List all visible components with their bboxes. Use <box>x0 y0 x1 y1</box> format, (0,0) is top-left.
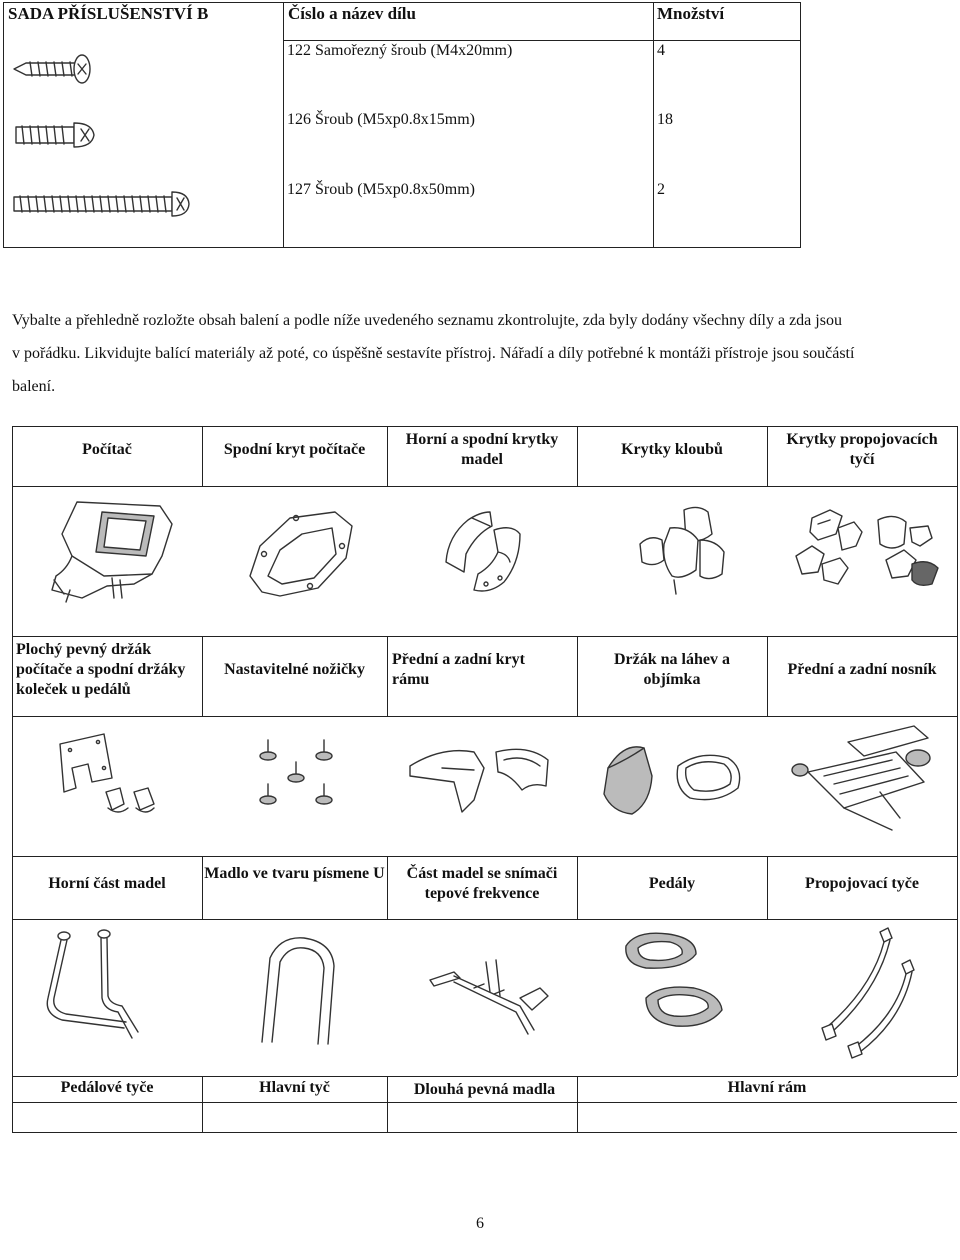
connecting-rods-icon <box>812 924 922 1058</box>
part-label: Hlavní rám <box>727 1079 807 1096</box>
part-label: Plochý pevný držák počítače a spodní držáky koleček u pedálů <box>16 641 186 698</box>
part-label: Krytky propojovacích tyčí <box>786 431 938 468</box>
instruction-line: balení. <box>12 378 56 395</box>
part-column-header: Číslo a název dílu <box>288 4 416 23</box>
pedals-icon <box>616 928 738 1034</box>
adjustable-feet-icon <box>240 734 345 824</box>
part-label: Přední a zadní kryt rámu <box>392 651 525 688</box>
part-label: Horní část madel <box>48 875 166 892</box>
short-screw-icon <box>14 118 94 152</box>
part-quantity: 18 <box>657 111 673 128</box>
front-rear-stabilizers-icon <box>788 722 948 830</box>
self-tapping-screw-icon <box>14 52 89 86</box>
u-shaped-handlebar-icon <box>250 932 355 1047</box>
quantity-column-header: Množství <box>657 4 725 23</box>
part-quantity: 2 <box>657 181 665 198</box>
part-label: Pedálové tyče <box>60 1079 154 1096</box>
instruction-line: v pořádku. Likvidujte balící materiály až poté, co úspěšně sestavíte přístroj. Nářadí a díly potřebné k montáži přístroje jsou součástí <box>12 345 855 362</box>
part-label: Madlo ve tvaru písmene U <box>204 865 385 882</box>
part-label: Krytky kloubů <box>621 441 723 458</box>
part-label: Pedály <box>648 875 696 892</box>
part-label: Dlouhá pevná madla <box>413 1081 556 1098</box>
pulse-sensor-handlebars-icon <box>424 958 554 1034</box>
bottle-holder-and-ring-icon <box>594 738 749 822</box>
part-label: Přední a zadní nosník <box>787 661 937 678</box>
part-label: Počítač <box>82 441 132 458</box>
part-label: Část madel se snímači tepové frekvence <box>406 865 558 902</box>
instruction-line: Vybalte a přehledně rozložte obsah balení a podle níže uvedeného seznamu zkontrolujte, zda byly dodány všechny díly a zda jsou <box>12 312 842 329</box>
page-number: 6 <box>476 1215 484 1232</box>
long-screw-icon <box>14 188 189 220</box>
part-label: Nastavitelné nožičky <box>224 661 365 678</box>
computer-console-icon <box>42 494 182 604</box>
joint-caps-icon <box>628 500 738 596</box>
upper-handlebars-icon <box>32 928 142 1050</box>
part-name: 127 Šroub (M5xp0.8x50mm) <box>287 181 475 198</box>
frame-covers-icon <box>402 742 557 816</box>
accessories-set-title: SADA PŘÍSLUŠENSTVÍ B <box>8 4 209 23</box>
computer-bracket-and-wheel-holders-icon <box>48 730 163 822</box>
computer-bottom-cover-icon <box>240 506 355 598</box>
part-label: Držák na láhev a objímka <box>614 651 730 688</box>
part-label: Horní a spodní krytky madel <box>405 431 559 468</box>
part-label: Propojovací tyče <box>805 875 919 892</box>
part-label: Spodní kryt počítače <box>223 441 366 458</box>
unpacking-instructions <box>12 304 947 403</box>
connecting-rod-caps-icon <box>790 502 950 594</box>
part-name: 126 Šroub (M5xp0.8x15mm) <box>287 111 475 128</box>
part-quantity: 4 <box>657 42 665 59</box>
part-name: 122 Samořezný šroub (M4x20mm) <box>287 42 513 59</box>
part-label: Hlavní tyč <box>259 1079 330 1096</box>
handlebar-caps-icon <box>438 502 533 596</box>
